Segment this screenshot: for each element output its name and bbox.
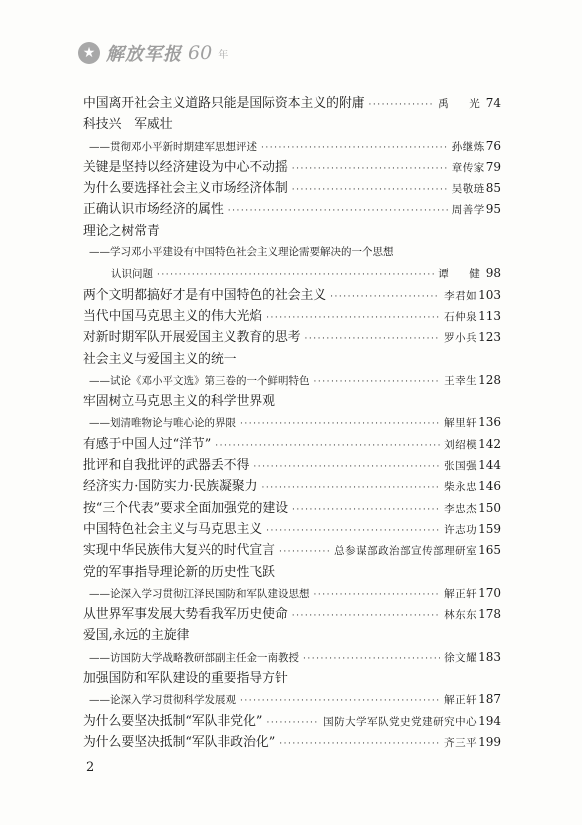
toc-entry-title: 经济实力·国防实力·民族凝聚力 — [83, 479, 258, 495]
toc-entry-title: 理论之树常青 — [83, 223, 160, 239]
dot-leader — [314, 372, 441, 393]
toc-entry-title: 从世界军事发展大势看我军历史使命 — [83, 607, 288, 623]
toc-entry-title: 中国离开社会主义道路只能是国际资本主义的附庸 — [83, 96, 365, 111]
toc-entry-title: ——划清唯物论与唯心论的界限 — [89, 417, 236, 430]
toc-entry-title: 为什么要选择社会主义市场经济体制 — [83, 181, 288, 197]
dot-leader — [266, 308, 440, 329]
toc-entry-author: 禹 光 — [438, 98, 485, 110]
toc-entry — [83, 732, 501, 753]
toc-entry — [83, 476, 501, 497]
toc-entry — [83, 604, 501, 625]
toc-entry-title: ——论深入学习贯彻江泽民国防和军队建设思想 — [89, 587, 310, 600]
toc-entry — [83, 583, 501, 604]
toc-entry — [83, 242, 501, 263]
toc-entry — [83, 668, 501, 689]
toc-entry-page: 113 — [478, 308, 501, 323]
toc-entry-author: 柴永忠 — [444, 481, 478, 494]
toc-entry-title: 牢固树立马克思主义的科学世界观 — [83, 394, 275, 410]
toc-entry-page: 79 — [485, 159, 501, 174]
dot-leader — [157, 265, 434, 286]
toc-entry-author: 齐三平 — [444, 736, 478, 749]
dot-leader — [228, 201, 448, 222]
toc-entry-author: 林东东 — [444, 609, 478, 622]
page-number: 2 — [86, 760, 95, 775]
toc-entry-author: 谭 健 — [438, 268, 485, 281]
toc-entry-title: 实现中华民族伟大复兴的时代宣言 — [83, 543, 275, 559]
dot-leader — [279, 542, 330, 563]
dot-leader — [305, 329, 441, 350]
toc-entry-author: 石仲泉 — [444, 310, 478, 323]
toc-entry-page: 103 — [478, 287, 501, 302]
toc-entry-author: 章传家 — [451, 161, 485, 174]
toc-entry — [83, 647, 501, 668]
army-emblem-icon: ★ — [78, 42, 100, 64]
toc-entry — [83, 625, 501, 646]
toc-entry-page: 165 — [478, 543, 501, 558]
dot-leader — [292, 606, 440, 627]
toc-entry — [83, 540, 501, 561]
toc-entry-page: 85 — [485, 181, 501, 196]
toc-entry-author: 王幸生 — [444, 374, 478, 387]
toc-entry — [83, 498, 501, 519]
toc-entry-title: 按“三个代表”要求全面加强党的建设 — [83, 500, 289, 516]
toc-entry-title: 批评和自我批评的武器丢不得 — [83, 458, 250, 474]
toc-entry-title: 当代中国马克思主义的伟大光焰 — [83, 308, 263, 324]
toc-entry — [83, 221, 501, 242]
toc-entry-author: 罗小兵 — [444, 332, 478, 345]
dot-leader — [369, 95, 435, 116]
toc-entry-author: 解正轩 — [444, 694, 478, 707]
toc-entry — [83, 199, 501, 220]
dot-leader — [330, 287, 440, 308]
dot-leader — [292, 159, 448, 180]
toc-entry — [83, 263, 501, 284]
toc-entry-title: 社会主义与爱国主义的统一 — [83, 351, 237, 367]
dot-leader — [262, 478, 441, 499]
toc-entry-author: 解正轩 — [444, 587, 478, 600]
toc-entry-title: ——论深入学习贯彻科学发展观 — [89, 694, 236, 707]
toc-entry — [83, 689, 501, 710]
toc-entry-author: 李忠杰 — [444, 502, 478, 515]
dot-leader — [215, 436, 440, 457]
toc-entry — [83, 136, 501, 157]
toc-entry-page: 183 — [478, 649, 501, 664]
toc-entry-page: 136 — [478, 415, 501, 430]
dot-leader — [253, 457, 440, 478]
toc-entry-page: 159 — [478, 521, 501, 536]
toc-entry-author: 国防大学军队党史党建研究中心 — [323, 715, 478, 728]
toc-entry-title: ——试论《邓小平文选》第三卷的一个鲜明特色 — [89, 374, 310, 387]
toc-entry-title: 爱国,永远的主旋律 — [83, 628, 190, 644]
toc-entry — [83, 711, 501, 732]
toc-entry-page: 76 — [485, 138, 501, 153]
toc-entry-page: 74 — [485, 96, 501, 110]
toc-entry-page: 142 — [478, 436, 501, 451]
toc-entry-title: 为什么要坚决抵制“军队非政治化” — [83, 734, 276, 750]
toc-entry-title: 科技兴 军威壮 — [83, 117, 173, 133]
toc-entry — [83, 519, 501, 540]
toc-entry-author: 孙继炼 — [451, 140, 485, 153]
toc-entry — [83, 157, 501, 178]
toc-entry-page: 144 — [478, 458, 501, 473]
toc-entry-page: 194 — [478, 713, 501, 728]
toc-entry-page: 178 — [478, 607, 501, 622]
toc-entry-author: 刘绍模 — [444, 438, 478, 451]
dot-leader — [240, 414, 440, 435]
dot-leader — [303, 649, 440, 670]
toc-entry-title: 两个文明都搞好才是有中国特色的社会主义 — [83, 287, 327, 303]
toc-entry-page: 123 — [478, 330, 501, 345]
toc-entry-author: 许志功 — [444, 523, 478, 536]
table-of-contents — [83, 93, 501, 753]
dot-leader — [266, 713, 319, 734]
toc-entry-title: 认识问题 — [111, 268, 153, 281]
dot-leader — [279, 734, 440, 755]
toc-entry — [83, 349, 501, 370]
dot-leader — [292, 180, 448, 201]
dot-leader — [314, 585, 441, 606]
toc-entry — [83, 285, 501, 306]
page-header — [78, 40, 228, 66]
toc-entry-title: 关键是坚持以经济建设为中心不动摇 — [83, 159, 288, 175]
toc-entry-title: 对新时期军队开展爱国主义教育的思考 — [83, 330, 301, 346]
toc-entry-page: 170 — [478, 585, 501, 600]
toc-entry-title: 正确认识市场经济的属性 — [83, 202, 224, 218]
brand-title: 解放军报 — [106, 44, 182, 65]
toc-entry-author: 张国强 — [444, 460, 478, 473]
toc-entry-page: 187 — [478, 692, 501, 707]
toc-entry-page: 95 — [485, 202, 501, 217]
toc-entry — [83, 412, 501, 433]
toc-entry — [83, 391, 501, 412]
toc-entry — [83, 562, 501, 583]
toc-entry — [83, 327, 501, 348]
toc-entry-page: 128 — [478, 372, 501, 387]
brand-anniversary-number: 60 — [188, 42, 213, 64]
toc-entry-author: 总参谋部政治部宣传部理研室 — [334, 545, 478, 558]
toc-entry-author: 解里轩 — [444, 417, 478, 430]
toc-entry — [83, 434, 501, 455]
toc-entry — [83, 306, 501, 327]
dot-leader — [261, 138, 448, 159]
toc-entry — [83, 455, 501, 476]
toc-entry-page: 146 — [478, 479, 501, 494]
toc-entry-title: ——访国防大学战略教研部副主任金一南教授 — [89, 651, 299, 664]
toc-entry-author: 李君如 — [444, 289, 478, 302]
toc-entry-title: 加强国防和军队建设的重要指导方针 — [83, 671, 288, 687]
toc-entry — [83, 93, 501, 114]
toc-entry-title: 党的军事指导理论新的历史性飞跃 — [83, 564, 275, 580]
toc-entry-title: ——学习邓小平建设有中国特色社会主义理论需要解决的一个思想 — [89, 246, 394, 259]
toc-entry-title: ——贯彻邓小平新时期建军思想评述 — [89, 140, 257, 153]
toc-entry-page: 98 — [485, 266, 501, 281]
toc-entry-title: 中国特色社会主义与马克思主义 — [83, 521, 263, 537]
toc-entry-title: 为什么要坚决抵制“军队非党化” — [83, 713, 263, 729]
toc-entry-page: 150 — [478, 500, 501, 515]
toc-entry — [83, 370, 501, 391]
toc-entry-page: 199 — [478, 734, 501, 749]
toc-entry-author: 吴敬琏 — [451, 183, 485, 196]
toc-entry-title: 有感于中国人过“洋节” — [83, 436, 212, 452]
toc-entry-author: 徐文耀 — [444, 651, 478, 664]
toc-entry-author: 周善学 — [451, 204, 485, 217]
toc-entry — [83, 178, 501, 199]
toc-entry — [83, 114, 501, 135]
dot-leader — [266, 521, 440, 542]
brand-anniversary-suffix: 年 — [218, 49, 229, 61]
dot-leader — [240, 691, 440, 712]
dot-leader — [292, 500, 440, 521]
